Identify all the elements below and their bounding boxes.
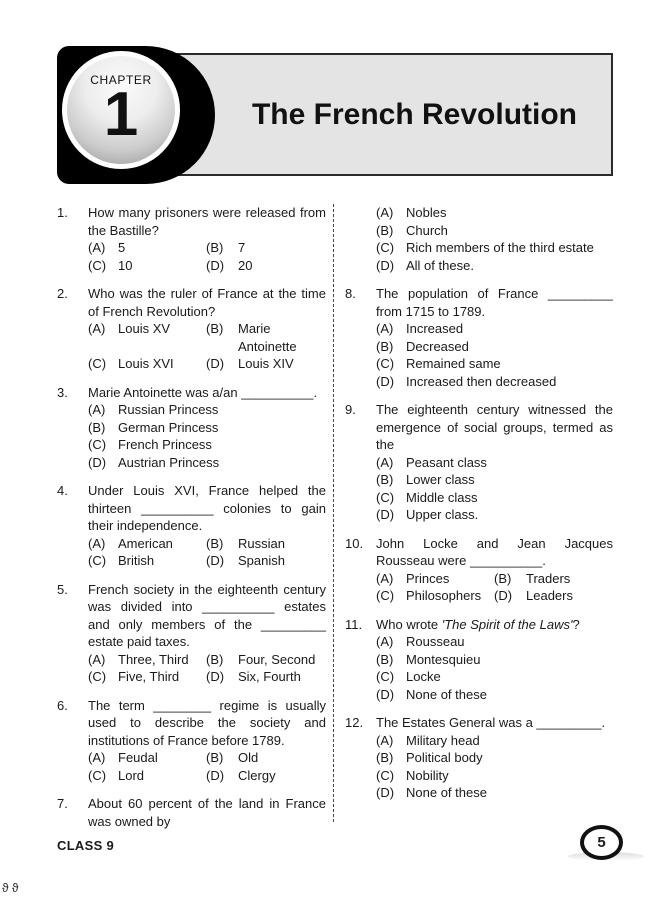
- question-options: [376, 732, 613, 802]
- option-label: (D): [376, 785, 395, 800]
- question-text: [376, 401, 613, 454]
- option-label: (A): [376, 634, 394, 649]
- option-text: American: [118, 535, 173, 551]
- option-label: (A): [88, 535, 106, 551]
- question-3: [57, 384, 326, 472]
- option-text: Marie Antoinette: [238, 321, 297, 354]
- chapter-title: The French Revolution: [251, 97, 578, 131]
- option-label: (C): [88, 257, 107, 273]
- option-label: (A): [88, 750, 106, 765]
- option-text: Russian: [238, 535, 285, 551]
- question-options: [88, 749, 326, 784]
- option-label: (A): [88, 402, 106, 417]
- option-label: (D): [376, 507, 395, 522]
- question-options: [88, 401, 326, 471]
- question-text: [88, 581, 326, 651]
- option-text: Peasant class: [406, 454, 487, 470]
- option-text: Increased: [406, 321, 464, 336]
- option-label: (C): [88, 356, 107, 371]
- question-7: [57, 795, 326, 830]
- option-text: Old: [238, 750, 259, 765]
- question-6: [57, 697, 326, 785]
- question-options: [88, 239, 326, 274]
- option-text: Feudal: [118, 750, 158, 765]
- option-text: 20: [238, 257, 253, 273]
- option-text: 7: [238, 240, 246, 255]
- question-number: 3.: [57, 384, 68, 400]
- question-text-part: Who wrote: [376, 616, 442, 632]
- option-text: Rich members of the third estate: [406, 240, 594, 255]
- question-text-part: The population of France _________ from 1715 to 1789.: [376, 286, 613, 319]
- option-text: Upper class.: [406, 507, 479, 522]
- question-body: [88, 795, 326, 830]
- option-label: (D): [206, 669, 225, 684]
- option-text: Middle class: [406, 489, 478, 505]
- question-number: 6.: [57, 697, 68, 713]
- question-body: [88, 697, 326, 785]
- option-text: Austrian Princess: [118, 454, 220, 470]
- option-label: (B): [206, 651, 224, 667]
- option-label: (C): [376, 669, 395, 684]
- option-text: Remained same: [406, 356, 501, 371]
- option-text: Political body: [406, 750, 483, 765]
- question-number: 2.: [57, 286, 68, 301]
- question-options: [376, 633, 613, 703]
- question-7-options-continued: [345, 204, 613, 274]
- option-label: (D): [206, 553, 225, 568]
- question-text-part: John Locke and Jean Jacques Rousseau were __________.: [376, 535, 613, 568]
- question-body: [88, 482, 326, 570]
- option-text: Traders: [526, 570, 571, 586]
- question-text: [376, 714, 613, 732]
- page-number: 5: [597, 834, 606, 851]
- question-number: 10.: [345, 535, 364, 551]
- option-label: (D): [376, 373, 395, 389]
- question-text: [88, 204, 326, 239]
- option-label: (C): [376, 240, 395, 255]
- option-text: 10: [118, 257, 133, 273]
- option-text: Spanish: [238, 553, 285, 568]
- question-body: [88, 204, 326, 274]
- option-label: (C): [376, 767, 395, 783]
- question-number: 12.: [345, 715, 364, 730]
- option-text: Decreased: [406, 338, 469, 354]
- questions-column-left: [57, 204, 326, 829]
- question-options: [376, 204, 613, 274]
- print-artifact-mark: ϑ ϑ: [2, 881, 19, 895]
- chapter-label: CHAPTER: [90, 73, 152, 87]
- option-label: (C): [88, 669, 107, 684]
- option-label: (D): [206, 356, 225, 371]
- option-text: Four, Second: [238, 651, 316, 667]
- option-text: Five, Third: [118, 669, 180, 684]
- question-number: [345, 204, 376, 274]
- option-label: (B): [88, 419, 106, 435]
- question-text: [88, 697, 326, 750]
- option-label: (C): [376, 588, 395, 603]
- option-text: Rousseau: [406, 634, 465, 649]
- option-text: Lower class: [406, 472, 475, 487]
- question-1: [57, 204, 326, 274]
- option-label: (C): [376, 356, 395, 371]
- question-text: [88, 285, 326, 320]
- option-label: (D): [376, 257, 395, 273]
- option-text: None of these: [406, 785, 487, 800]
- question-number: 4.: [57, 483, 68, 498]
- question-text-part: Under Louis XVI, France helped the thirteen __________ colonies to gain their independence.: [88, 483, 326, 533]
- option-label: (A): [88, 240, 106, 255]
- option-text: Locke: [406, 669, 441, 684]
- question-text-part: 'The Spirit of the Laws': [441, 616, 573, 632]
- option-label: (A): [88, 321, 106, 336]
- option-label: (B): [206, 321, 224, 336]
- question-9: [345, 401, 613, 524]
- option-text: French Princess: [118, 437, 212, 452]
- question-number: 8.: [345, 286, 356, 301]
- question-2: [57, 285, 326, 373]
- option-text: None of these: [406, 686, 487, 702]
- option-label: (C): [88, 553, 107, 568]
- option-label: (B): [376, 472, 394, 487]
- option-text: Nobility: [406, 767, 449, 783]
- option-label: (A): [88, 651, 106, 667]
- question-body: [376, 285, 613, 390]
- question-body: [88, 581, 326, 686]
- questions-area: [57, 204, 613, 829]
- option-text: 5: [118, 240, 126, 255]
- option-label: (D): [206, 257, 225, 273]
- option-text: Three, Third: [118, 651, 189, 667]
- option-text: Increased then decreased: [406, 373, 557, 389]
- question-10: [345, 535, 613, 605]
- option-text: Princes: [406, 570, 450, 586]
- question-text-part: How many prisoners were released from the Bastille?: [88, 205, 326, 238]
- option-label: (B): [376, 750, 394, 765]
- question-number: 11.: [345, 616, 363, 632]
- option-label: (C): [376, 489, 395, 505]
- option-label: (A): [376, 321, 394, 336]
- question-number: 7.: [57, 796, 68, 811]
- question-body: [376, 616, 613, 704]
- option-label: (A): [376, 454, 394, 470]
- class-label: CLASS 9: [57, 838, 115, 853]
- option-text: German Princess: [118, 419, 219, 435]
- option-label: (B): [376, 222, 394, 238]
- question-options: [376, 570, 613, 605]
- question-number: 5.: [57, 581, 68, 597]
- question-options: [88, 651, 326, 686]
- question-text-part: French society in the eighteenth century was divided into __________ estates and only members of the _________ estate paid taxes.: [88, 581, 326, 649]
- option-text: British: [118, 553, 155, 568]
- question-text-part: The term ________ regime is usually used to describe the society and institutions of France before 1789.: [88, 697, 326, 748]
- question-text-part: Who was the ruler of France at the time of French Revolution?: [88, 286, 326, 319]
- question-options: [376, 454, 613, 524]
- question-11: [345, 616, 613, 704]
- question-number: 9.: [345, 402, 356, 417]
- question-text: [88, 482, 326, 535]
- option-label: (A): [376, 570, 394, 586]
- question-5: [57, 581, 326, 686]
- question-text-part: The Estates General was a _________.: [376, 715, 606, 730]
- question-text-part: The eighteenth century witnessed the emergence of social groups, termed as the: [376, 402, 613, 452]
- question-text-part: About 60 percent of the land in France was owned by: [88, 796, 326, 829]
- chapter-number-circle: [62, 51, 180, 169]
- question-options: [88, 320, 326, 373]
- option-text: Leaders: [526, 588, 573, 603]
- option-text: Louis XVI: [118, 356, 174, 371]
- question-8: [345, 285, 613, 390]
- questions-column-right: [345, 204, 613, 822]
- option-label: (B): [206, 750, 224, 765]
- option-text: Philosophers: [406, 588, 482, 603]
- question-body: [376, 714, 613, 802]
- question-text: [88, 795, 326, 830]
- question-options: [88, 535, 326, 570]
- option-label: (A): [376, 732, 394, 748]
- option-text: Military head: [406, 732, 480, 748]
- question-text-part: Marie Antoinette was a/an __________.: [88, 384, 318, 400]
- option-text: Montesquieu: [406, 651, 481, 667]
- option-label: (B): [376, 651, 394, 667]
- question-number: 1.: [57, 205, 68, 220]
- question-text-part: ?: [572, 616, 580, 632]
- option-text: Nobles: [406, 205, 447, 220]
- question-body: [376, 401, 613, 524]
- option-text: Louis XV: [118, 321, 171, 336]
- option-label: (C): [88, 767, 107, 783]
- option-text: Russian Princess: [118, 402, 219, 417]
- question-text: [376, 616, 613, 634]
- option-text: Six, Fourth: [238, 669, 301, 684]
- option-text: Church: [406, 222, 448, 238]
- option-label: (D): [494, 588, 513, 603]
- option-text: Louis XIV: [238, 356, 294, 371]
- question-body: [88, 384, 326, 472]
- option-label: (A): [376, 205, 394, 220]
- option-text: Lord: [118, 767, 145, 783]
- option-label: (B): [206, 240, 224, 255]
- question-text: [88, 384, 326, 402]
- option-label: (C): [88, 437, 107, 452]
- option-label: (B): [494, 570, 512, 586]
- question-12: [345, 714, 613, 802]
- question-text: [376, 535, 613, 570]
- option-label: (B): [376, 338, 394, 354]
- option-text: All of these.: [406, 257, 474, 273]
- question-body: [376, 204, 613, 274]
- option-label: (D): [206, 767, 225, 783]
- option-text: Clergy: [238, 767, 276, 783]
- option-label: (D): [88, 454, 107, 470]
- question-4: [57, 482, 326, 570]
- chapter-number: 1: [103, 80, 139, 149]
- chapter-badge: [57, 46, 215, 184]
- question-options: [376, 320, 613, 390]
- option-label: (D): [376, 686, 395, 702]
- column-divider: [333, 204, 334, 822]
- question-body: [376, 535, 613, 605]
- page-number-badge: [580, 825, 623, 860]
- option-label: (B): [206, 535, 224, 551]
- question-body: [88, 285, 326, 373]
- question-text: [376, 285, 613, 320]
